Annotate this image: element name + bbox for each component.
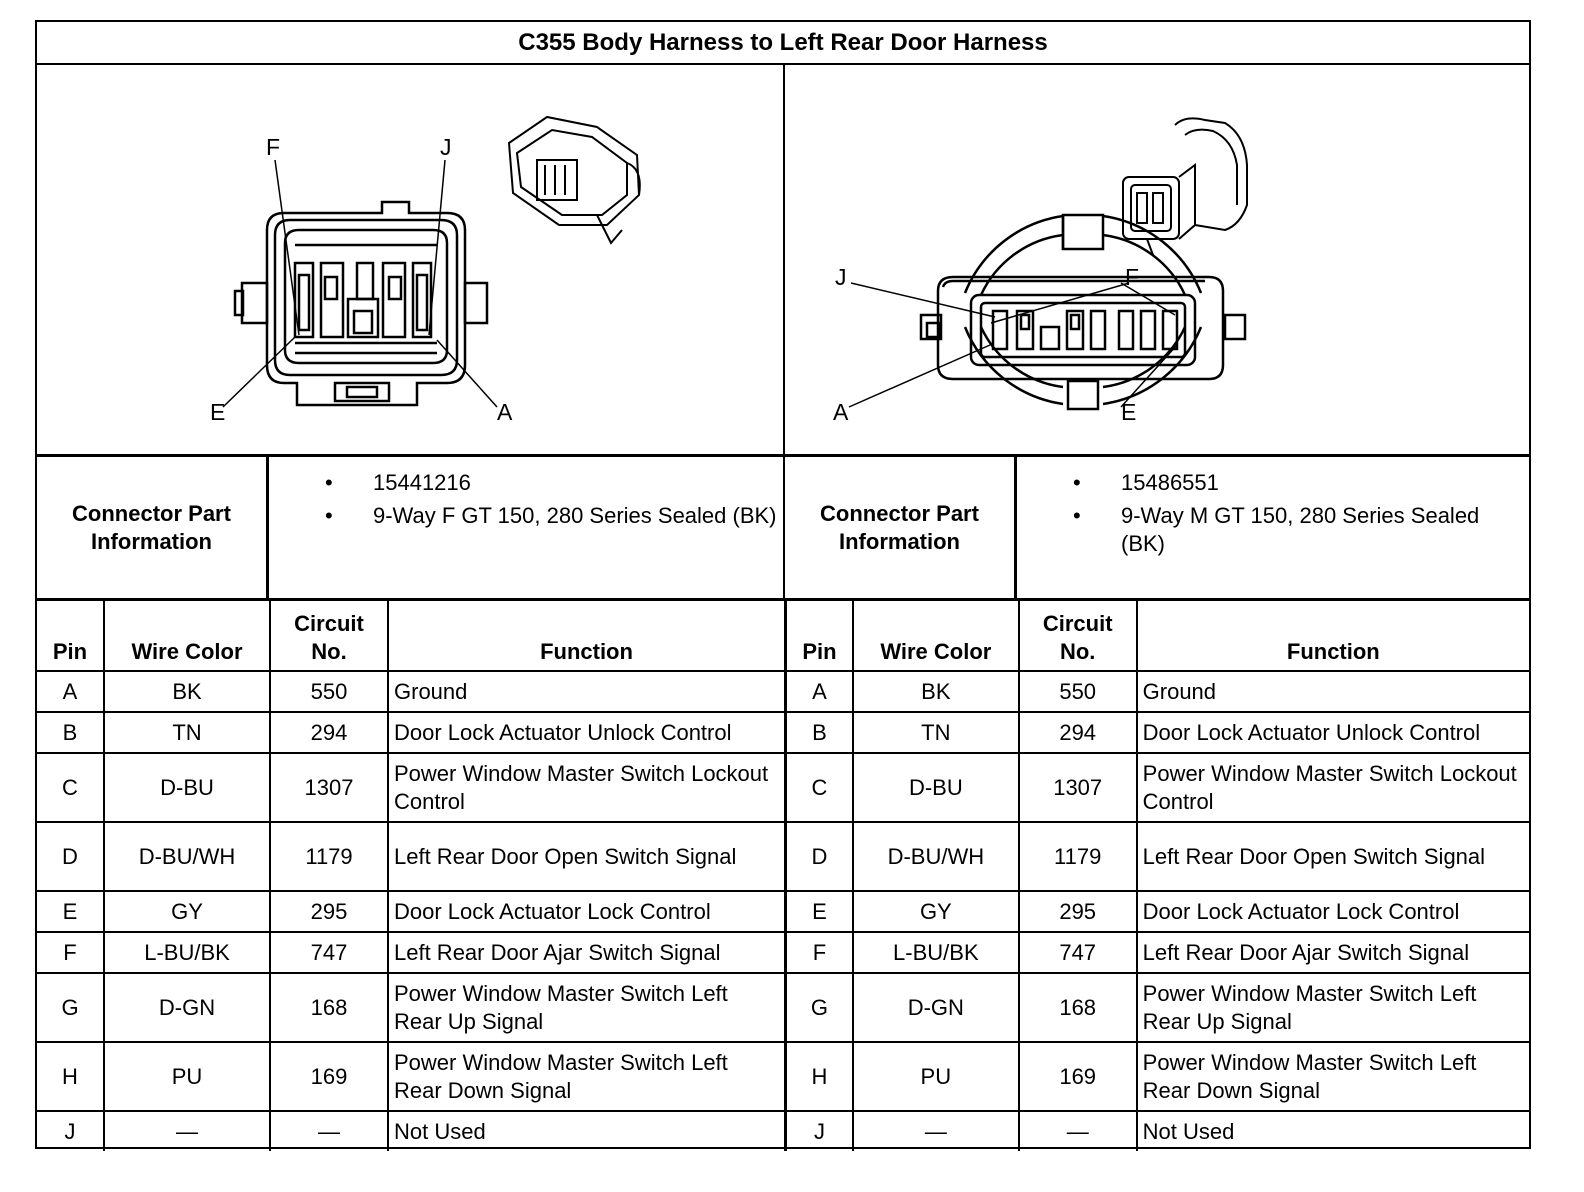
cell-wire-color: D-GN	[104, 973, 270, 1042]
connector-part-info-list	[269, 469, 777, 535]
cell-pin: B	[37, 712, 104, 753]
cell-wire-color: PU	[104, 1042, 270, 1111]
cell-wire-color: GY	[853, 891, 1019, 932]
cell-circuit: 1179	[1019, 822, 1137, 891]
table-row	[786, 891, 1529, 932]
part-description: • 9-Way F GT 150, 280 Series Sealed (BK)	[325, 503, 777, 528]
cell-function: Power Window Master Switch Left Rear Up Signal	[1137, 973, 1529, 1042]
cell-function: Power Window Master Switch Left Rear Up Signal	[388, 973, 785, 1042]
pin-label-bottom-right: A	[497, 399, 513, 425]
cell-function: Door Lock Actuator Unlock Control	[1137, 712, 1529, 753]
bullet-glyph: •	[1073, 470, 1081, 495]
cell-function: Left Rear Door Open Switch Signal	[388, 822, 785, 891]
col-header-circuit: Circuit No.	[270, 601, 388, 671]
table-row	[786, 1111, 1529, 1151]
cell-circuit: 1307	[270, 753, 388, 822]
cell-wire-color: —	[104, 1111, 270, 1151]
table-row	[37, 1042, 785, 1111]
cell-function: Power Window Master Switch Left Rear Down Signal	[1137, 1042, 1529, 1111]
table-row	[37, 671, 785, 712]
cell-pin: H	[37, 1042, 104, 1111]
pin-label-top-left: J	[835, 264, 847, 290]
table-header-row	[786, 601, 1529, 671]
cell-circuit: 1307	[1019, 753, 1137, 822]
cell-circuit: 168	[1019, 973, 1137, 1042]
cell-wire-color: L-BU/BK	[104, 932, 270, 973]
cell-pin: J	[37, 1111, 104, 1151]
table-row	[37, 753, 785, 822]
cell-circuit: —	[270, 1111, 388, 1151]
pin-label-bottom-left: E	[210, 399, 226, 425]
cell-circuit: 550	[1019, 671, 1137, 712]
cell-pin: B	[786, 712, 853, 753]
col-header-function: Function	[388, 601, 785, 671]
cell-pin: E	[37, 891, 104, 932]
cell-pin: E	[786, 891, 853, 932]
cell-circuit: —	[1019, 1111, 1137, 1151]
cell-function: Ground	[1137, 671, 1529, 712]
cell-function: Power Window Master Switch Left Rear Down Signal	[388, 1042, 785, 1111]
cell-pin: A	[37, 671, 104, 712]
cell-circuit: 169	[270, 1042, 388, 1111]
cell-function: Left Rear Door Ajar Switch Signal	[388, 932, 785, 973]
cell-wire-color: D-BU	[104, 753, 270, 822]
table-row	[786, 753, 1529, 822]
col-header-circuit: Circuit No.	[1019, 601, 1137, 671]
table-row	[786, 932, 1529, 973]
connector-3d-thumbnail	[509, 117, 640, 243]
col-header-pin: Pin	[37, 601, 104, 671]
cell-circuit: 747	[1019, 932, 1137, 973]
cell-circuit: 168	[270, 973, 388, 1042]
cell-wire-color: TN	[853, 712, 1019, 753]
pin-label-top-right: F	[1125, 264, 1140, 290]
cell-pin: C	[786, 753, 853, 822]
cell-function: Left Rear Door Ajar Switch Signal	[1137, 932, 1529, 973]
cell-wire-color: D-BU	[853, 753, 1019, 822]
cell-wire-color: D-BU/WH	[104, 822, 270, 891]
col-header-function: Function	[1137, 601, 1529, 671]
cell-pin: C	[37, 753, 104, 822]
left-connector-panel	[37, 65, 785, 457]
female-connector-face-diagram	[37, 65, 783, 454]
cell-function: Power Window Master Switch Lockout Control	[1137, 753, 1529, 822]
pin-label-bottom-right: E	[1121, 399, 1137, 425]
cell-pin: F	[786, 932, 853, 973]
table-row	[786, 973, 1529, 1042]
cell-wire-color: L-BU/BK	[853, 932, 1019, 973]
table-header-row	[37, 601, 785, 671]
cell-pin: J	[786, 1111, 853, 1151]
page-title: C355 Body Harness to Left Rear Door Harness	[37, 22, 1529, 65]
cell-wire-color: —	[853, 1111, 1019, 1151]
bullet-glyph: •	[325, 503, 333, 528]
left-pinout-table	[37, 601, 786, 1151]
right-connector-panel	[785, 65, 1529, 457]
part-description: • 9-Way M GT 150, 280 Series Sealed (BK)	[1073, 503, 1480, 556]
cell-circuit: 747	[270, 932, 388, 973]
cell-pin: H	[786, 1042, 853, 1111]
table-row	[37, 891, 785, 932]
right-connector-info	[785, 457, 1529, 601]
cell-wire-color: D-GN	[853, 973, 1019, 1042]
table-row	[37, 932, 785, 973]
bullet-glyph: •	[325, 470, 333, 495]
pin-label-bottom-left: A	[833, 399, 849, 425]
col-header-wire-color: Wire Color	[104, 601, 270, 671]
table-row	[786, 1042, 1529, 1111]
col-header-pin: Pin	[786, 601, 853, 671]
table-row	[786, 671, 1529, 712]
cell-circuit: 550	[270, 671, 388, 712]
cell-pin: G	[786, 973, 853, 1042]
connector-part-info-heading: Connector Part Information	[37, 457, 269, 598]
connector-3d-thumbnail	[1123, 118, 1247, 255]
cell-function: Left Rear Door Open Switch Signal	[1137, 822, 1529, 891]
cell-circuit: 294	[1019, 712, 1137, 753]
left-connector-info	[37, 457, 785, 601]
part-number: • 15486551	[1073, 470, 1219, 495]
cell-function: Not Used	[1137, 1111, 1529, 1151]
cell-circuit: 169	[1019, 1042, 1137, 1111]
part-number: • 15441216	[325, 470, 471, 495]
pin-label-top-right: J	[440, 134, 452, 160]
table-row	[37, 973, 785, 1042]
pinout-sheet	[35, 20, 1531, 1149]
cell-pin: G	[37, 973, 104, 1042]
right-pinout-table	[785, 601, 1529, 1151]
table-row	[37, 822, 785, 891]
cell-circuit: 295	[1019, 891, 1137, 932]
cell-pin: A	[786, 671, 853, 712]
col-header-wire-color: Wire Color	[853, 601, 1019, 671]
cell-wire-color: TN	[104, 712, 270, 753]
cell-function: Door Lock Actuator Lock Control	[388, 891, 785, 932]
table-row	[786, 822, 1529, 891]
bullet-glyph: •	[1073, 503, 1081, 528]
table-row	[37, 712, 785, 753]
cell-wire-color: D-BU/WH	[853, 822, 1019, 891]
cell-circuit: 294	[270, 712, 388, 753]
cell-function: Door Lock Actuator Lock Control	[1137, 891, 1529, 932]
cell-pin: F	[37, 932, 104, 973]
cell-circuit: 1179	[270, 822, 388, 891]
male-connector-face-diagram	[785, 65, 1529, 454]
cell-wire-color: GY	[104, 891, 270, 932]
cell-wire-color: BK	[853, 671, 1019, 712]
cell-wire-color: BK	[104, 671, 270, 712]
cell-function: Door Lock Actuator Unlock Control	[388, 712, 785, 753]
connector-part-info-heading: Connector Part Information	[785, 457, 1017, 598]
cell-function: Ground	[388, 671, 785, 712]
cell-circuit: 295	[270, 891, 388, 932]
table-row	[786, 712, 1529, 753]
cell-pin: D	[786, 822, 853, 891]
cell-pin: D	[37, 822, 104, 891]
table-row	[37, 1111, 785, 1151]
connector-part-info-list	[1017, 469, 1523, 563]
cell-wire-color: PU	[853, 1042, 1019, 1111]
cell-function: Not Used	[388, 1111, 785, 1151]
pin-label-top-left: F	[266, 134, 281, 160]
cell-function: Power Window Master Switch Lockout Control	[388, 753, 785, 822]
